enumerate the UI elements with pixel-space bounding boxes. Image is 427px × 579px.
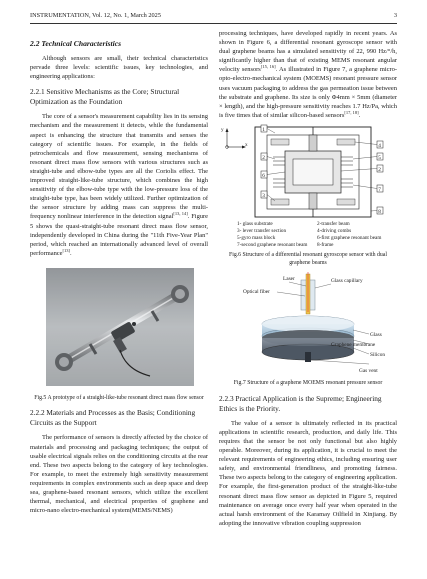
page-number: 3 xyxy=(393,12,397,19)
legend-item: 4-driving combs xyxy=(317,228,352,235)
label-graphene-membrane: Graphene membrane xyxy=(331,342,376,349)
figure-6-caption: Fig.6 Structure of a differential resonant gyroscope sensor with dual graphene beams xyxy=(229,252,387,266)
label-optical-fiber: Optical fiber xyxy=(243,289,270,296)
legend-item: 6-first graphene resonant beam xyxy=(317,235,382,242)
legend-item: 1- glass substrate xyxy=(237,220,273,227)
left-column xyxy=(30,29,208,517)
label-5: 5 xyxy=(378,154,381,161)
label-1: 1 xyxy=(262,126,265,133)
label-8: 8 xyxy=(378,208,381,215)
label-4: 4 xyxy=(378,142,381,149)
label-6: 6 xyxy=(262,172,265,179)
intro-paragraph: Although sensors are small, their technical characteristics pervade three levels: scientific issues, key technologies, and engineering applications: xyxy=(30,55,208,81)
paragraph-continued: processing techniques, have developed rapidly in recent years. As shown in Figure 6, a differential resonant gyroscope sensor with dual graphene beams has a simulated sensitivity of 22, 990 Hz/°/h, significantly higher than that of existing MEMS resonant angular velocity sensors[15, 16]. As illustrated in Figure 7, a graphene micro-opto-electro-mechanical system (MOEMS) resonant pressure sensor uses vacuum packaging to address the gas permeation issue between the substrate and graphene. Its size is only Φ4mm × 5mm (diameter × length), and the high-pressure sensitivity reaches 1.7 Hz/Pa, which is five times that of similar silicon-based sensors[17, 18]. xyxy=(219,30,397,119)
label-glass: Glass xyxy=(370,332,382,339)
header-rule xyxy=(30,23,397,24)
journal-title: INSTRUMENTATION, Vol. 12, No. 1, March 2025 xyxy=(30,12,161,19)
right-column xyxy=(219,29,397,530)
section-heading: 2.2 Technical Characteristics xyxy=(30,39,122,48)
figure-6-diagram xyxy=(219,123,397,221)
paragraph-2-2-2: The performance of sensors is directly affected by the choice of materials and processing and packaging techniques; the output of usable electrical signals relies on the conditioning circuits at the rear end. These two aspects belong to the category of key technologies. For example, to meet the extremely high sensitivity measurement requirements in complex environments such as deep space and deep sea, graphene-based resonant sensors, which utilize the excellent thermal, mechanical, and electrical properties of graphene and micro-nano electro-mechanical system(MEMS/NEMS) xyxy=(30,434,208,515)
label-laser: Laser xyxy=(283,276,295,283)
legend-item: 8-frame xyxy=(317,242,334,249)
paragraph-2-2-3: The value of a sensor is ultimately reflected in its practical applications in scientific research, production, and daily life. This requires that the sensor be not only functional but also highly operable. Moreover, during its application, it is crucial to meet the relevant requirements of engineering ethics, including ensuring user safety, and environmental friendliness, and promoting fairness. These two aspects belong to the category of engineering application. For example, the first-generation product of the straight-like-tube resonant direct mass flow sensor as depicted in Figure 5, required maintenance on average once every half year when operated in the actual harsh environment of the Karamay Oilfield in Xinjiang. By adopting the innovative vibration coupling suppression xyxy=(219,419,397,527)
citation: [13, 14] xyxy=(173,211,188,217)
legend-item: 2-transfer beam xyxy=(317,220,350,227)
figure-7-diagram xyxy=(219,272,397,380)
running-header xyxy=(30,12,397,19)
x-axis-label: x xyxy=(245,141,248,148)
label-3: 3 xyxy=(262,192,265,199)
label-2b: 2 xyxy=(378,166,381,173)
legend-item: 3- lever transfer section xyxy=(237,228,287,235)
citation: [17, 18] xyxy=(344,109,359,115)
label-gas-vent: Gas vent xyxy=(359,368,378,375)
figure-7-caption: Fig.7 Structure of a graphene MOEMS resonant pressure sensor xyxy=(233,380,383,387)
y-axis-label: y xyxy=(221,126,224,133)
citation: [15, 16] xyxy=(260,64,276,70)
label-glass-capillary: Glass capillary xyxy=(331,278,363,285)
paragraph-2-2-1: The core of a sensor's measurement capability lies in its sensing mechanism and the measurement it detects, while the fundamental aspect is enhancing the structure that transmits and senses the category of scientific issues. For example, in the fields of petrochemicals and flow measurement, sensing mechanisms of resonant direct mass flow sensors with various structures such as straight-tube and elbow-tube types are all the Coriolis effect. The improved straight-like-tube structure, which combines the high sensitivity of the elbow-tube type with the low-pressure loss of the straight-tube type, has been widely utilized. Further optimization of the sensor structure by adding mass can suppress the multi-frequency nonlinear interference in the detection signal[13, 14]. Figure 5 shows the quasi-straight-tube resonant direct mass flow sensor, independently developed in China during the "11th Five-Year Plan" period, which reached an internationally advanced level of overall performance[13]. xyxy=(30,113,209,257)
figure-5-photo xyxy=(30,266,208,388)
subsection-heading-2-2-2: 2.2.2 Materials and Processes as the Basis; Conditioning Circuits as the Support xyxy=(30,408,196,428)
legend-item: 7-second graphene resonant beam xyxy=(237,242,308,249)
subsection-heading-2-2-3: 2.2.3 Practical Application is the Supreme; Engineering Ethics is the Priority. xyxy=(219,393,382,413)
citation: [13] xyxy=(62,247,71,253)
figure-6-legend xyxy=(237,221,397,249)
subsection-heading-2-2-1: 2.2.1 Sensitive Mechanisms as the Core; Structural Optimization as the Foundation xyxy=(30,87,180,107)
label-silicon: Silicon xyxy=(370,352,386,359)
legend-item: 5-gyro mass block xyxy=(237,235,276,242)
label-2: 2 xyxy=(262,154,265,161)
figure-5-caption: Fig.5 A prototype of a straight-like-tube resonant direct mass flow sensor xyxy=(34,394,204,401)
label-7: 7 xyxy=(378,186,381,193)
